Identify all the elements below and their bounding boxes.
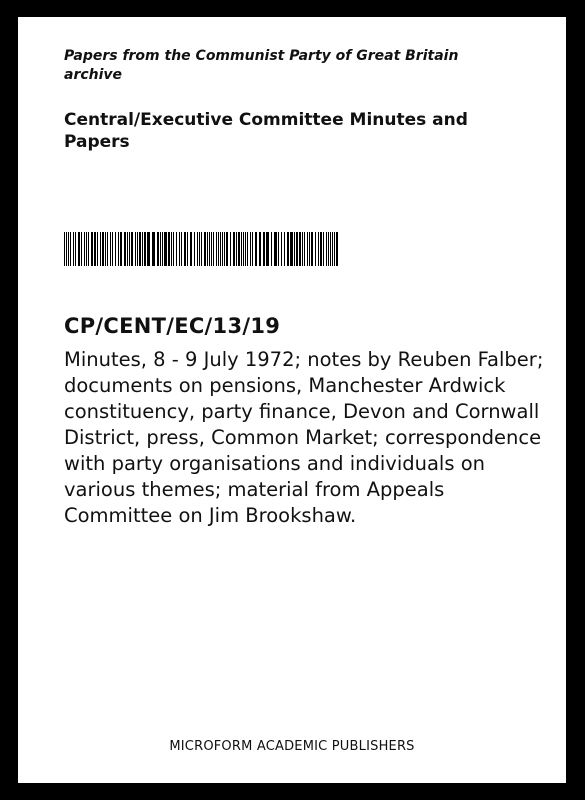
barcode-bar	[222, 232, 223, 266]
barcode-bar	[139, 232, 141, 266]
barcode-bar	[164, 232, 167, 266]
barcode-bar	[181, 232, 182, 266]
barcode-bar	[102, 232, 104, 266]
barcode-bar	[334, 232, 335, 266]
barcode-bar	[238, 232, 240, 266]
barcode-bar	[302, 232, 303, 266]
barcode-bar	[296, 232, 298, 266]
barcode-bar	[91, 232, 93, 266]
barcode-bar	[157, 232, 159, 266]
barcode-bar	[118, 232, 119, 266]
barcode-bar	[213, 232, 214, 266]
barcode-bar	[326, 232, 327, 266]
barcode-bar	[332, 232, 333, 266]
barcode-icon	[64, 232, 338, 266]
barcode-bar	[73, 232, 74, 266]
barcode-bar	[290, 232, 293, 266]
barcode-bar	[266, 232, 269, 266]
barcode-bar	[105, 232, 106, 266]
barcode-bar	[320, 232, 322, 266]
barcode-bar	[84, 232, 85, 266]
barcode-bar	[209, 232, 210, 266]
barcode-bar	[278, 232, 279, 266]
barcode-bar	[81, 232, 82, 266]
barcode-bar	[127, 232, 128, 266]
barcode-bar	[233, 232, 235, 266]
reference-number: CP/CENT/EC/13/19	[64, 314, 281, 338]
barcode-bar	[271, 232, 272, 266]
barcode-bar	[230, 232, 231, 266]
barcode-bar	[323, 232, 324, 266]
barcode-bar	[75, 232, 76, 266]
barcode-bar	[64, 232, 65, 266]
barcode-bar	[204, 232, 206, 266]
barcode-bar	[179, 232, 180, 266]
barcode-bar	[160, 232, 161, 266]
barcode-bar	[255, 232, 257, 266]
barcode-bar	[194, 232, 195, 266]
barcode-bar	[112, 232, 113, 266]
barcode-bar	[281, 232, 282, 266]
barcode-bar	[171, 232, 172, 266]
barcode-bar	[226, 232, 228, 266]
barcode-bar	[197, 232, 198, 266]
collection-title: Central/Executive Committee Minutes and Papers	[64, 110, 468, 152]
barcode-bar	[263, 232, 265, 266]
barcode-bar	[162, 232, 163, 266]
barcode-bar	[250, 232, 251, 266]
barcode-bar	[211, 232, 212, 266]
barcode-bar	[299, 232, 301, 266]
barcode-bar	[124, 232, 126, 266]
barcode-bar	[241, 232, 242, 266]
barcode-bar	[97, 232, 98, 266]
barcode-bar	[328, 232, 329, 266]
barcode-bar	[199, 232, 200, 266]
barcode-bar	[100, 232, 101, 266]
barcode-bar	[294, 232, 295, 266]
barcode-bar	[142, 232, 143, 266]
barcode-bar	[184, 232, 186, 266]
barcode-bar	[336, 232, 338, 266]
barcode-bar	[86, 232, 87, 266]
barcode-bar	[224, 232, 225, 266]
barcode-bar	[307, 232, 308, 266]
barcode-bar	[201, 232, 202, 266]
barcode-bar	[190, 232, 192, 266]
barcode-bar	[218, 232, 219, 266]
barcode-bar	[243, 232, 244, 266]
barcode-bar	[315, 232, 316, 266]
barcode-bar	[330, 232, 331, 266]
barcode-bar	[309, 232, 310, 266]
barcode-bar	[88, 232, 89, 266]
barcode-bar	[152, 232, 155, 266]
barcode-bar	[94, 232, 96, 266]
barcode-bar	[70, 232, 71, 266]
barcode-bar	[173, 232, 174, 266]
barcode-bar	[311, 232, 313, 266]
barcode-bar	[236, 232, 237, 266]
barcode-bar	[144, 232, 146, 266]
barcode-bar	[274, 232, 277, 266]
barcode-bar	[259, 232, 261, 266]
barcode-bar	[247, 232, 248, 266]
barcode-bar	[187, 232, 188, 266]
barcode-bar	[245, 232, 246, 266]
barcode-bar	[287, 232, 289, 266]
barcode-bar	[252, 232, 253, 266]
barcode-bar	[147, 232, 150, 266]
barcode-bar	[110, 232, 111, 266]
barcode-bar	[318, 232, 319, 266]
barcode-bar	[78, 232, 80, 266]
barcode-bar	[131, 232, 133, 266]
barcode-bar	[115, 232, 116, 266]
barcode-bar	[284, 232, 285, 266]
barcode-bar	[304, 232, 305, 266]
microfilm-title-card	[18, 17, 566, 783]
barcode-bar	[168, 232, 170, 266]
barcode-bar	[107, 232, 108, 266]
barcode-bar	[135, 232, 136, 266]
barcode-bar	[68, 232, 69, 266]
barcode-bar	[129, 232, 130, 266]
barcode-bar	[220, 232, 221, 266]
item-description: Minutes, 8 - 9 July 1972; notes by Reuben Falber; documents on pensions, Manchester Ardwick constituency, party finance, Devon and Cornwall District, press, Common Market; correspondence with party organisations and individuals on various themes; material from Appeals Committee on Jim Brookshaw.	[64, 348, 544, 527]
barcode-bar	[216, 232, 217, 266]
barcode-bar	[120, 232, 122, 266]
barcode-bar	[207, 232, 208, 266]
series-title: Papers from the Communist Party of Great Britain archive	[64, 48, 459, 83]
barcode-bar	[66, 232, 67, 266]
barcode-bar	[176, 232, 177, 266]
publisher-name: MICROFORM ACADEMIC PUBLISHERS	[169, 739, 415, 754]
barcode-bar	[137, 232, 138, 266]
